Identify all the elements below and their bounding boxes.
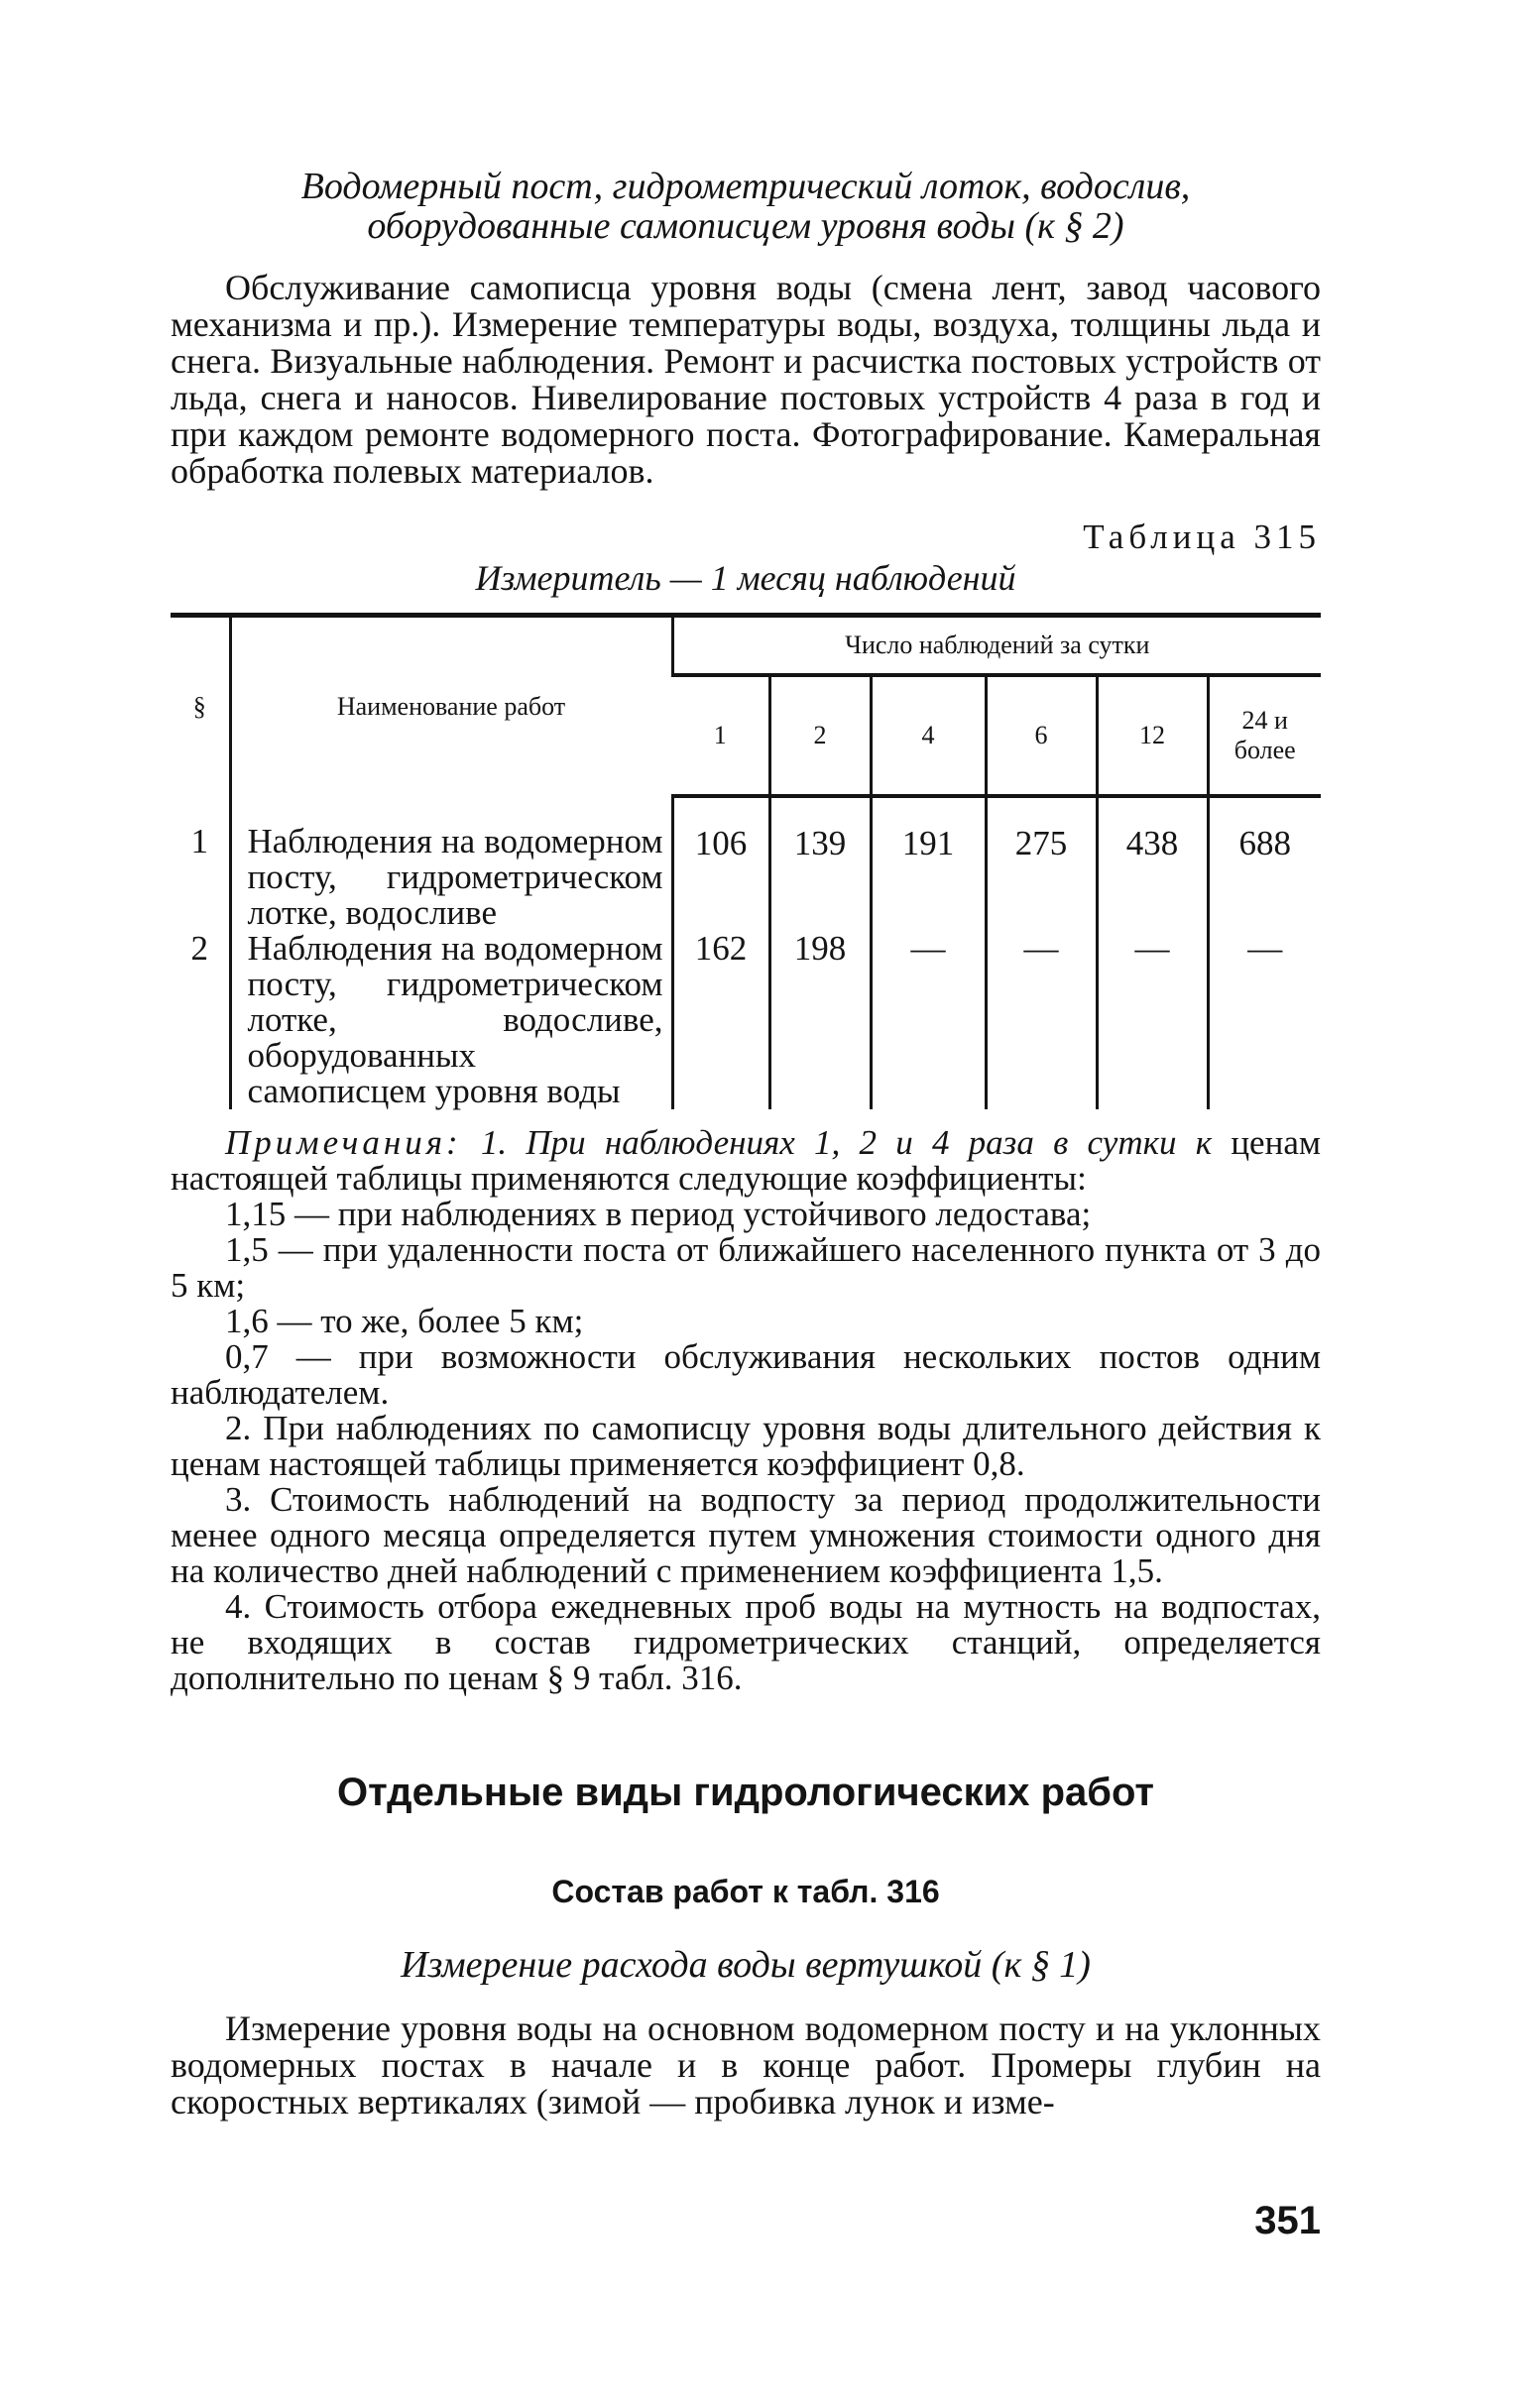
col-header-12: 12	[1097, 675, 1208, 796]
cell-2: 139	[769, 796, 871, 931]
note-1-rest: ценам настоящей таблицы применяются следующие коэффициенты:	[171, 1123, 1322, 1198]
col-group-header: Число наблюдений за сутки	[672, 616, 1321, 676]
note-1-lead: 1. При наблюдениях 1, 2 и 4 раза в сутки к	[480, 1123, 1213, 1162]
cell-1: 106	[672, 796, 769, 931]
col-header-2: 2	[769, 675, 871, 796]
final-block	[171, 2010, 1321, 2121]
row-name: Наблюдения на водомерном посту, гидрометрическом лотке, водосливе, оборудованных самописцем уровня воды	[230, 931, 672, 1109]
cell-2: 198	[769, 931, 871, 1109]
table-caption	[171, 517, 1321, 599]
cell-12: 438	[1097, 796, 1208, 931]
header-line-2: оборудованные самописцем уровня воды (к § 2)	[367, 205, 1124, 247]
col-header-1: 1	[672, 675, 769, 796]
col-section-header: §	[171, 616, 230, 797]
cell-6: 275	[986, 796, 1097, 931]
col-header-24: 24 и более	[1208, 675, 1321, 796]
note-4: 4. Стоимость отбора ежедневных проб воды на мутность на водпостах, не входящих в состав гидрометрических станций, определяется дополнительно по ценам § 9 табл. 316.	[171, 1587, 1321, 1697]
intro-block	[171, 270, 1321, 490]
coef-3: 1,6 — то же, более 5 км;	[225, 1302, 584, 1340]
subsection-title-block	[171, 1874, 1321, 1910]
subsub-title-block	[171, 1945, 1321, 1985]
notes-label: Примечания:	[225, 1123, 462, 1162]
cell-4: —	[871, 931, 986, 1109]
final-paragraph: Измерение уровня воды на основном водомерном посту и на уклонных водомерных постах в начале и в конце работ. Промеры глубин на скоростных вертикалях (зимой — пробивка лунок и изме-	[171, 2008, 1321, 2121]
subsection-title: Состав работ к табл. 316	[551, 1874, 940, 1909]
notes-block	[171, 1125, 1321, 1696]
cell-24: —	[1208, 931, 1321, 1109]
cell-1: 162	[672, 931, 769, 1109]
row-num: 2	[190, 929, 208, 968]
section-title-block	[171, 1771, 1321, 1815]
table-row	[171, 931, 1321, 1109]
cell-24: 688	[1208, 796, 1321, 931]
unit-label: Измеритель — 1 месяц наблюдений	[475, 558, 1016, 598]
section-header	[171, 167, 1321, 246]
header-line-1: Водомерный пост, гидрометрический лоток, водослив,	[300, 166, 1191, 207]
coef-4: 0,7 — при возможности обслуживания нескольких постов одним наблюдателем.	[171, 1337, 1321, 1412]
col-header-4: 4	[871, 675, 986, 796]
col-name-header: Наименование работ	[230, 616, 672, 797]
table-315	[171, 613, 1321, 1109]
page-number: 351	[1254, 2199, 1321, 2242]
page-number-block	[171, 2199, 1321, 2243]
row-name: Наблюдения на водомерном посту, гидрометрическом лотке, водосливе	[230, 796, 672, 931]
coef-1: 1,15 — при наблюдениях в период устойчивого ледостава;	[225, 1195, 1092, 1233]
row-num: 1	[190, 822, 208, 860]
cell-4: 191	[871, 796, 986, 931]
col-header-6: 6	[986, 675, 1097, 796]
cell-12: —	[1097, 931, 1208, 1109]
subsub-title: Измерение расхода воды вертушкой (к § 1)	[401, 1944, 1091, 1986]
coef-2: 1,5 — при удаленности поста от ближайшего населенного пункта от 3 до 5 км;	[171, 1230, 1321, 1305]
table-label: Таблица 315	[1083, 517, 1321, 556]
section-title: Отдельные виды гидрологических работ	[337, 1771, 1154, 1814]
intro-paragraph: Обслуживание самописца уровня воды (смена лент, завод часового механизма и пр.). Измерение температуры воды, воздуха, толщины льда и снега. Визуальные наблюдения. Ремонт и расчистка постовых устройств от льда, снега и наносов. Нивелирование постовых устройств 4 раза в год и при каждом ремонте водомерного поста. Фотографирование. Камеральная обработка полевых материалов.	[171, 268, 1321, 491]
note-1	[171, 1125, 1321, 1197]
note-2: 2. При наблюдениях по самописцу уровня воды длительного действия к ценам настоящей таблицы применяется коэффициент 0,8.	[171, 1409, 1321, 1483]
note-3: 3. Стоимость наблюдений на водпосту за период продолжительности менее одного месяца определяется путем умножения стоимости одного дня на количество дней наблюдений с применением коэффициента 1,5.	[171, 1480, 1321, 1590]
table-row	[171, 796, 1321, 931]
cell-6: —	[986, 931, 1097, 1109]
